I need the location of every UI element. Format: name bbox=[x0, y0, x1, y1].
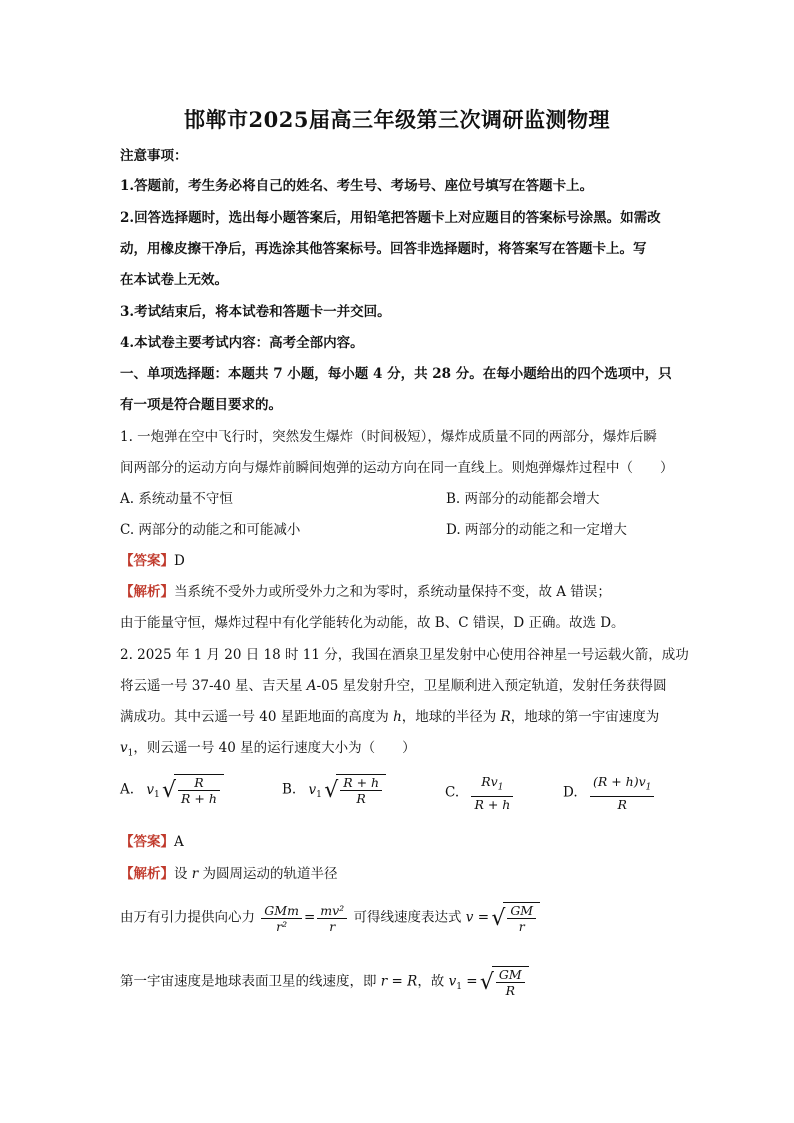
text: -05 星发射升空，卫星顺利进入预定轨道，发射任务获得圆 bbox=[316, 678, 667, 694]
math-symbol: v bbox=[120, 740, 128, 756]
q2-answer bbox=[120, 832, 184, 852]
section-heading-cont: 有一项是符合题目要求的。 bbox=[120, 397, 282, 413]
notice-item: 1.答题前，考生务必将自己的姓名、考生号、考场号、座位号填写在答题卡上。 bbox=[120, 178, 594, 194]
fraction bbox=[590, 774, 654, 812]
q2-stem-line4 bbox=[120, 738, 416, 764]
text: 满成功。其中云遥一号 40 星距地面的高度为 bbox=[120, 709, 394, 725]
q2-stem-line3 bbox=[120, 707, 659, 727]
analysis-text: 当系统不受外力或所受外力之和为零时，系统动量保持不变，故 A 错误； bbox=[174, 584, 611, 600]
fraction-denominator: R bbox=[505, 983, 515, 998]
math-text: r = R bbox=[380, 973, 418, 990]
answer-label: 【答案】 bbox=[120, 553, 174, 569]
math-symbol: h bbox=[393, 709, 402, 725]
notice-item: 3.考试结束后，将本试卷和答题卡一并交回。 bbox=[120, 304, 391, 320]
subscript: 1 bbox=[127, 748, 134, 759]
q2-option-d bbox=[563, 774, 656, 812]
q1-answer bbox=[120, 551, 185, 571]
sqrt bbox=[482, 966, 529, 998]
fraction-denominator: R + h bbox=[181, 791, 217, 806]
text: 将云遥一号 37-40 星、吉天星 bbox=[120, 678, 307, 694]
math-symbol: r bbox=[191, 866, 199, 882]
page-title: 邯郸市2025届高三年级第三次调研监测物理 bbox=[184, 107, 610, 132]
q1-stem-cont: 间两部分的运动方向与爆炸前瞬间炮弹的运动方向在同一直线上。则炮弹爆炸过程中（ ） bbox=[120, 460, 674, 476]
answer-value: D bbox=[174, 553, 185, 569]
q1-option-d: D. 两部分的动能之和一定增大 bbox=[446, 522, 627, 538]
text: 由万有引力提供向心力 bbox=[120, 909, 260, 926]
fraction-denominator: r² bbox=[276, 918, 288, 934]
fraction-denominator: R + h bbox=[474, 796, 511, 812]
text: ，故 bbox=[417, 973, 449, 990]
q2-option-a bbox=[120, 774, 224, 806]
subscript: 1 bbox=[497, 782, 504, 793]
q2-analysis-line3 bbox=[120, 966, 529, 998]
text: ，地球的第一宇宙速度为 bbox=[510, 709, 660, 725]
math-symbol: v bbox=[146, 781, 154, 798]
q1-option-b: B. 两部分的动能都会增大 bbox=[446, 491, 600, 507]
notice-item: 4.本试卷主要考试内容：高考全部内容。 bbox=[120, 335, 364, 351]
q2-option-b bbox=[282, 774, 386, 806]
subscript: 1 bbox=[153, 790, 160, 801]
analysis-label: 【解析】 bbox=[120, 584, 174, 600]
subscript: 1 bbox=[645, 782, 652, 793]
q2-analysis bbox=[120, 864, 338, 884]
text: 可得线速度表达式 bbox=[353, 909, 466, 926]
q1-stem: 1. 一炮弹在空中飞行时，突然发生爆炸（时间极短），爆炸成质量不同的两部分，爆炸后瞬 bbox=[120, 429, 657, 445]
text: ，则云遥一号 40 星的运行速度大小为（ ） bbox=[133, 740, 416, 756]
text: 第一宇宙速度是地球表面卫星的线速度，即 bbox=[120, 973, 381, 990]
math-text: v = bbox=[465, 909, 490, 926]
q1-option-a: A. 系统动量不守恒 bbox=[120, 491, 233, 507]
notice-item: 在本试卷上无效。 bbox=[120, 272, 228, 288]
text: 为圆周运动的轨道半径 bbox=[198, 866, 338, 882]
fraction-numerator: mv² bbox=[317, 903, 347, 919]
math-symbol: v bbox=[448, 973, 457, 990]
math-text: (R + h)v bbox=[592, 774, 646, 789]
fraction-numerator: √ GM bbox=[507, 903, 536, 919]
sqrt bbox=[164, 774, 224, 806]
sqrt bbox=[493, 902, 540, 934]
fraction-denominator: R bbox=[356, 791, 366, 806]
notice-heading: 注意事项： bbox=[120, 148, 188, 164]
fraction-numerator: GMm bbox=[261, 903, 302, 919]
answer-value: A bbox=[174, 834, 184, 850]
math-text: Rv bbox=[481, 774, 498, 789]
equals: = bbox=[303, 909, 316, 926]
notice-item: 2.回答选择题时，选出每小题答案后，用铅笔把答题卡上对应题目的答案标号涂黑。如需改 bbox=[120, 210, 661, 226]
q2-analysis-line2 bbox=[120, 902, 540, 934]
q2-stem-line2 bbox=[120, 676, 667, 696]
q2-stem: 2. 2025 年 1 月 20 日 18 时 11 分，我国在酒泉卫星发射中心使用谷神星一号运载火箭，成功 bbox=[120, 647, 689, 663]
fraction-numerator: √ R bbox=[178, 775, 220, 791]
option-label: D. bbox=[563, 784, 578, 801]
fraction-denominator: r bbox=[329, 918, 336, 934]
math-symbol: A bbox=[306, 678, 317, 694]
text: 设 bbox=[174, 866, 192, 882]
subscript: 1 bbox=[456, 982, 462, 993]
fraction bbox=[471, 774, 513, 812]
subscript: 1 bbox=[316, 790, 322, 801]
q2-option-c bbox=[445, 774, 515, 812]
fraction-numerator: √ GM bbox=[496, 967, 525, 983]
option-label: A. bbox=[120, 781, 135, 798]
math-symbol: R bbox=[500, 709, 511, 725]
notice-item: 动，用橡皮擦干净后，再选涂其他答案标号。回答非选择题时，将答案写在答题卡上。写 bbox=[120, 241, 647, 257]
section-heading: 一、单项选择题：本题共 7 小题，每小题 4 分，共 28 分。在每小题给出的四个选项中，只 bbox=[120, 366, 672, 382]
fraction bbox=[261, 903, 302, 934]
q1-analysis-cont: 由于能量守恒，爆炸过程中有化学能转化为动能，故 B、C 错误，D 正确。故选 D。 bbox=[120, 615, 625, 631]
answer-label: 【答案】 bbox=[120, 834, 174, 850]
q1-option-c: C. 两部分的动能之和可能减小 bbox=[120, 522, 301, 538]
option-label: C. bbox=[445, 784, 460, 801]
math-symbol: v bbox=[308, 781, 317, 798]
option-label: B. bbox=[282, 781, 297, 798]
fraction-denominator: R bbox=[617, 796, 627, 812]
sqrt bbox=[326, 774, 386, 806]
fraction-denominator: r bbox=[518, 919, 525, 934]
fraction bbox=[317, 903, 347, 934]
text: ，地球的半径为 bbox=[401, 709, 501, 725]
equals: = bbox=[461, 973, 478, 990]
q1-analysis bbox=[120, 582, 611, 602]
analysis-label: 【解析】 bbox=[120, 866, 174, 882]
fraction-numerator: √ R + h bbox=[340, 775, 382, 791]
